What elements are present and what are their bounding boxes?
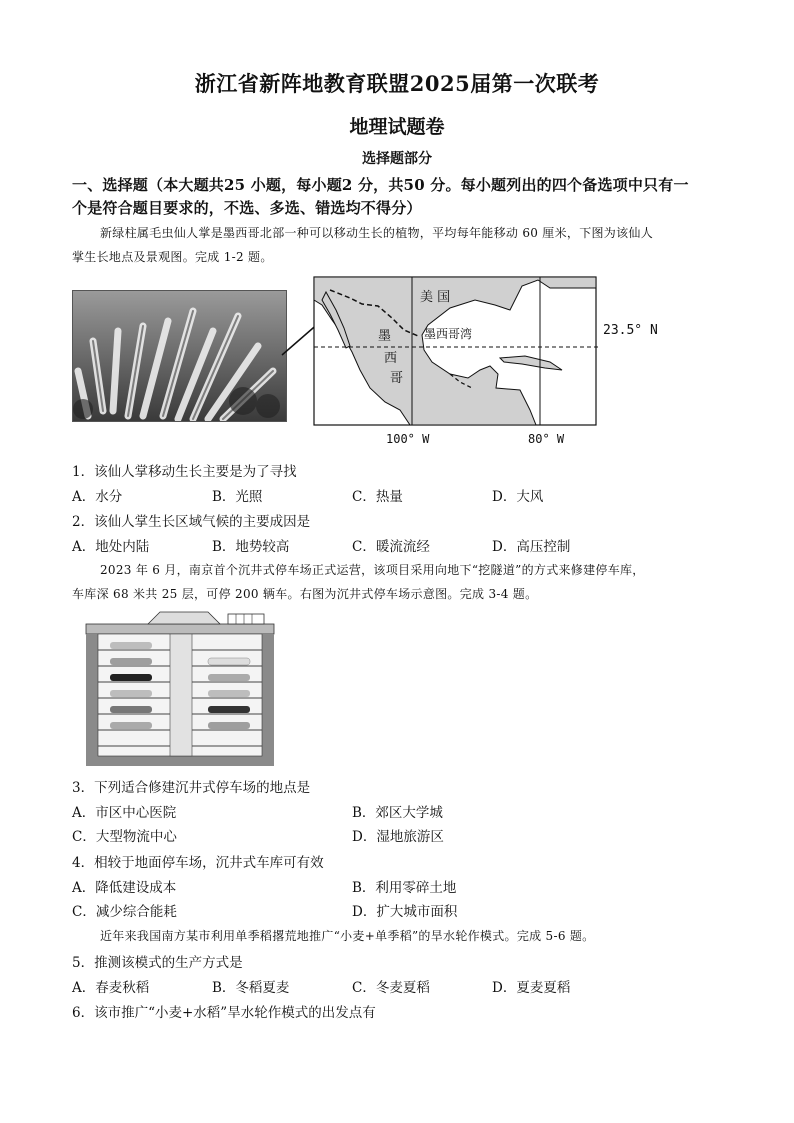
passage1-line2: 掌生长地点及景观图。完成 1-2 题。 bbox=[72, 250, 273, 264]
exam-title: 浙江省新阵地教育联盟2025届第一次联考 bbox=[194, 71, 600, 96]
q4-option-a: A．降低建设成本 bbox=[72, 880, 177, 896]
q4-stem: 4．相较于地面停车场，沉井式车库可有效 bbox=[72, 855, 324, 871]
q1-option-c: C．热量 bbox=[352, 489, 403, 505]
label-mexico-1: 墨 bbox=[378, 329, 392, 344]
q5-option-c: C．冬麦夏稻 bbox=[352, 980, 430, 996]
q2-option-c: C．暖流流经 bbox=[352, 539, 430, 555]
label-lon-100w: 100° W bbox=[386, 432, 430, 446]
label-tropic-latitude: 23.5° N bbox=[603, 323, 658, 338]
q1-option-d: D．大风 bbox=[492, 489, 544, 505]
passage2-line1: 2023 年 6 月，南京首个沉井式停车场正式运营，该项目采用向地下“挖隧道”的方式来修建停车库， bbox=[100, 563, 645, 577]
q5-option-d: D．夏麦夏稻 bbox=[492, 980, 571, 996]
sinking-well-parking-diagram bbox=[78, 606, 282, 769]
label-usa: 美 国 bbox=[420, 290, 451, 305]
q3-option-b: B．郊区大学城 bbox=[352, 805, 443, 821]
q1-option-b: B．光照 bbox=[212, 489, 263, 505]
cactus-photo bbox=[72, 290, 287, 422]
q3-option-d: D．湿地旅游区 bbox=[352, 829, 444, 845]
label-lon-80w: 80° W bbox=[528, 432, 565, 446]
q3-option-c: C．大型物流中心 bbox=[72, 829, 177, 845]
label-gulf-of-mexico: 墨西哥湾 bbox=[424, 327, 473, 341]
section-instructions-line2: 个是符合题目要求的，不选、多选、错选均不得分） bbox=[72, 199, 422, 217]
q5-stem: 5．推测该模式的生产方式是 bbox=[72, 955, 243, 971]
q1-stem: 1．该仙人掌移动生长主要是为了寻找 bbox=[72, 464, 297, 480]
q3-stem: 3．下列适合修建沉井式停车场的地点是 bbox=[72, 780, 311, 796]
passage1-line1: 新绿柱属毛虫仙人掌是墨西哥北部一种可以移动生长的植物，平均每年能移动 60 厘米，下图为该仙人 bbox=[100, 226, 654, 240]
exam-subtitle: 地理试题卷 bbox=[349, 116, 445, 138]
label-mexico-3: 哥 bbox=[390, 371, 404, 386]
q5-option-b: B．冬稻夏麦 bbox=[212, 980, 290, 996]
q6-stem: 6．该市推广“小麦+水稻”旱水轮作模式的出发点有 bbox=[72, 1005, 376, 1021]
mexico-map bbox=[300, 270, 620, 455]
section-instructions-line1: 一、选择题（本大题共25 小题，每小题2 分，共50 分。每小题列出的四个备选项中只有一 bbox=[72, 176, 689, 194]
part-heading: 选择题部分 bbox=[362, 151, 432, 167]
q2-stem: 2．该仙人掌生长区域气候的主要成因是 bbox=[72, 514, 311, 530]
q4-option-d: D．扩大城市面积 bbox=[352, 904, 458, 920]
q2-option-a: A．地处内陆 bbox=[72, 539, 150, 555]
q3-option-a: A．市区中心医院 bbox=[72, 805, 177, 821]
passage3-line1: 近年来我国南方某市利用单季稻撂荒地推广“小麦+单季稻”的旱水轮作模式。完成 5-6 题。 bbox=[100, 929, 595, 943]
q2-option-d: D．高压控制 bbox=[492, 539, 571, 555]
q2-option-b: B．地势较高 bbox=[212, 539, 290, 555]
label-mexico-2: 西 bbox=[384, 351, 398, 366]
q4-option-c: C．减少综合能耗 bbox=[72, 904, 177, 920]
passage2-line2: 车库深 68 米共 25 层，可停 200 辆车。右图为沉井式停车场示意图。完成 3-4 题。 bbox=[72, 587, 538, 601]
q4-option-b: B．利用零碎土地 bbox=[352, 880, 457, 896]
q5-option-a: A．春麦秋稻 bbox=[72, 980, 150, 996]
q1-option-a: A．水分 bbox=[72, 489, 123, 505]
